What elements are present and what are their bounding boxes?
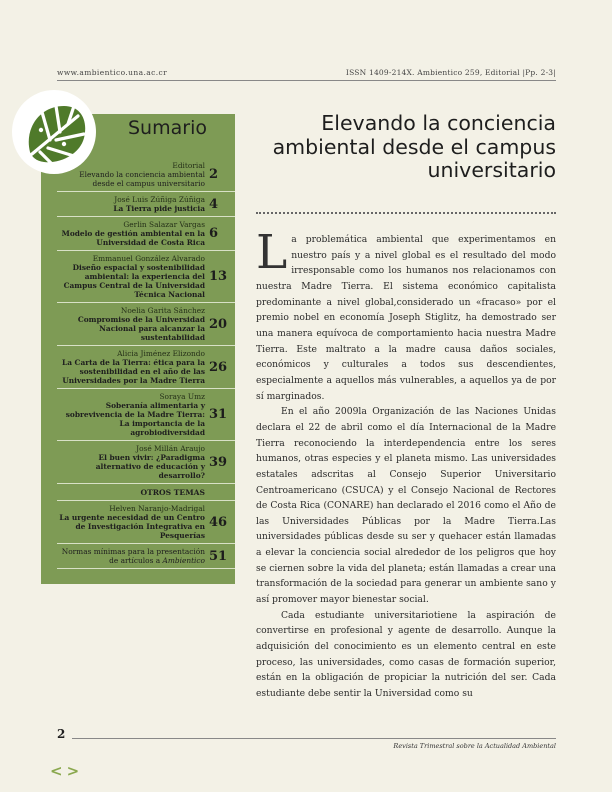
toc-item[interactable]: [57, 251, 235, 303]
toc-item[interactable]: [57, 303, 235, 346]
page-navigation: [50, 762, 83, 780]
toc-item-text: [57, 192, 205, 216]
toc-item-page: 26: [209, 359, 228, 375]
toc-item-text: [57, 501, 205, 543]
toc-item-page: 13: [209, 269, 228, 284]
toc-item-author: José Luis Zúñiga Zúñiga: [114, 195, 205, 204]
toc-item-text: [57, 303, 205, 345]
monstera-leaf-icon: [12, 90, 96, 174]
toc-item[interactable]: [57, 217, 235, 251]
next-page-arrow-icon[interactable]: >: [66, 762, 84, 780]
toc-item-author: Helven Naranjo-Madrigal: [109, 504, 205, 513]
toc-norms-journal: Ambientico: [162, 556, 205, 565]
article-body: [256, 225, 556, 702]
toc-item-title: Soberanía alimentaria y sobrevivencia de la Madre Tierra: La importancia de la agrobiodiversidad: [65, 401, 205, 437]
toc-item-page: 6: [209, 226, 219, 241]
previous-page-arrow-icon[interactable]: <: [50, 762, 67, 780]
toc-item-text: [57, 441, 205, 483]
sumario-title: Sumario: [128, 117, 207, 139]
toc-item-page: 46: [209, 514, 228, 530]
toc-norms-text: Normas mínimas para la presentación de artículos a: [61, 547, 205, 565]
toc-item-title: Diseño espacial y sostenibilidad ambiental: la experiencia del Campus Central de la Universidad Técnica Nacional: [63, 263, 205, 299]
toc-item-page: 31: [209, 407, 228, 422]
toc-item-author: Emmanuel González Alvarado: [92, 254, 205, 263]
toc-item-author: José Millán Araujo: [136, 444, 205, 453]
paragraph: En el año 2009la Organización de las Naciones Unidas declara el 22 de abril como el día Internacional de la Madre Tierra reconociendo la interdependencia entre los seres humanos, otras especies y el planeta mismo. Las universidades estatales adscritas al Consejo Superior Universitario Centroamericano (CSUCA) y el Consejo Nacional de Rectores de Costa Rica (CONARE) han declarado el 2016 como el Año de las Universidades Públicas por la Madre Tierra.Las universidades públicas desde su ser y quehacer están llamadas a elevar la conciencia social alrededor de los peligros que hoy se ciernen sobre la vida del planeta; están llamadas a crear una transformación de la sociedad para generar un ambiente sano y así promover mayor bienestar social.: [256, 406, 556, 606]
toc-item-author: Gerlin Salazar Vargas: [123, 220, 205, 229]
toc-item-title: Modelo de gestión ambiental en la Universidad de Costa Rica: [61, 229, 205, 247]
toc-item-title: Elevando la conciencia ambiental desde el campus universitario: [79, 170, 205, 188]
toc-item[interactable]: [57, 501, 235, 544]
journal-name: Revista Trimestral sobre la Actualidad Ambiental: [393, 742, 556, 750]
page-number: 2: [57, 727, 66, 741]
toc-item-title: El buen vivir: ¿Paradigma alternativo de educación y desarrollo?: [95, 453, 205, 480]
toc-item-title: Compromiso de la Universidad Nacional para alcanzar la sustentabilidad: [77, 315, 205, 342]
toc-item-page: 51: [209, 548, 228, 564]
header-rule: [57, 80, 556, 81]
toc-item[interactable]: [57, 441, 235, 484]
toc-item-text: [57, 544, 205, 568]
article-title: Elevando la conciencia ambiental desde el campus universitario: [272, 111, 556, 182]
toc-item-title: La Carta de la Tierra: ética para la sostenibilidad en el año de las Universidades por la Madre Tierra: [62, 358, 205, 385]
header-issn: ISSN 1409-214X. Ambientico 259, Editorial |Pp. 2-3|: [345, 68, 556, 77]
title-divider: [256, 212, 556, 214]
header-url: www.ambientico.una.ac.cr: [57, 68, 168, 77]
toc-item[interactable]: [57, 192, 235, 217]
toc-item-title: La urgente necesidad de un Centro de Investigación Integrativa en Pesquerías: [59, 513, 205, 540]
leaf-logo: [12, 90, 96, 174]
paragraph: Cada estudiante universitariotiene la aspiración de convertirse en profesional y agente de desarrollo. Aunque la adquisición del conocimiento es un elemento central en este proceso, las universidades, como casas de formación superior, están en la obligación de propiciar la nutrición del ser. Cada estudiante debe sentir la Universidad como su: [256, 609, 556, 700]
toc-item-text: [57, 251, 205, 302]
toc-item-page: 20: [209, 316, 228, 332]
toc-item-author: Soraya Umz: [159, 392, 205, 401]
toc-item-norms[interactable]: [57, 544, 235, 569]
table-of-contents: [57, 158, 235, 569]
paragraph-text: a problemática ambiental que experimentamos en nuestro país y a nivel global es el resultado del modo irresponsable como los humanos nos relacionamos con nuestra Madre Tierra. El sistema económico capitalista predominante a nivel global,considerado un «fracaso» por el premio nobel en economía Joseph Stiglitz, ha demostrado ser una manera equívoca de comportamiento hacia nuestra Madre Tierra. Este maltrato a la madre causa daños sociales, económicos y culturales a todos sus descendientes, especialmente a aquellos más vulnerables, a aquellos ya de por sí marginados.: [256, 234, 556, 402]
toc-item-page: 2: [209, 167, 219, 182]
toc-item-author: Noelia Garita Sánchez: [120, 306, 205, 315]
toc-item-page: 39: [209, 454, 228, 470]
toc-item[interactable]: [57, 389, 235, 441]
toc-item-title: La Tierra pide justicia: [113, 204, 205, 213]
toc-item-author: Editorial: [172, 161, 205, 170]
toc-item-text: [57, 389, 205, 440]
toc-section-label: OTROS TEMAS: [57, 484, 235, 501]
paragraph: [256, 225, 556, 404]
toc-item-text: [57, 346, 205, 388]
toc-item-text: [57, 217, 205, 250]
footer-rule: [72, 738, 556, 739]
toc-item[interactable]: [57, 346, 235, 389]
toc-item-author: Alicia Jiménez Elizondo: [117, 349, 205, 358]
drop-cap: L: [256, 225, 288, 280]
toc-item-page: 4: [209, 196, 219, 212]
